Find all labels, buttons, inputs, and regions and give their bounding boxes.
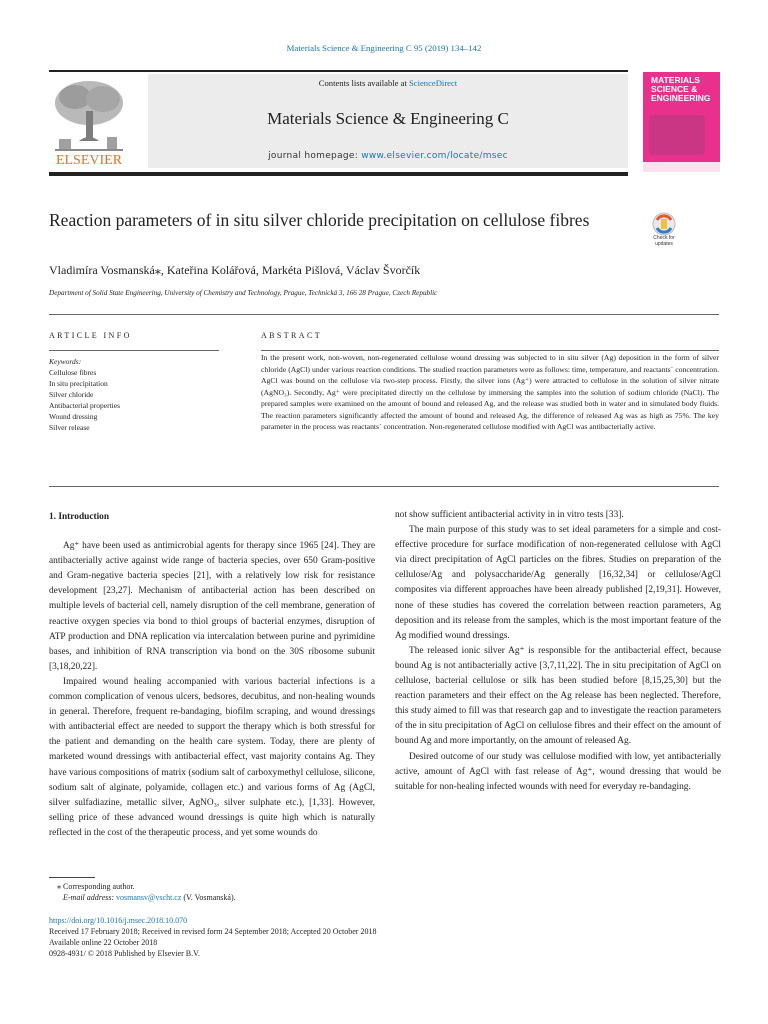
abstract-text: In the present work, non-woven, non-regenerated cellulose wound dressing was subjected to in situ silver (Ag) deposition in the form of silver chloride (AgCl) under various reaction conditions. The studied reaction parameters were as follows: time, temperature, and reactants´ concentration. AgCl was bound on the cellulose via two-step process. Firstly, the silver ions (Ag⁺) were attracted to cellulose in the solution of silver nitrate (AgNO₃). Secondly, Ag⁺ were precipitated directly on the cellulose by immersing the samples into the solution of sodium chloride (NaCl). The prepared samples were examined on the amount of bound and released Ag, and the release was studied both in water and in simulated body fluids. The reaction parameters significantly affected the amount of bound and released Ag, the difference of released Ag was as high as 75%. The key parameter in the process was reactants´ concentration. Non-regenerated cellulose modified with AgCl was antibacterially active. (261, 353, 719, 432)
keyword-item: Silver release (49, 423, 90, 432)
email-link[interactable]: vosmansv@vscht.cz (116, 893, 182, 902)
email-owner: (V. Vosmanská). (181, 893, 236, 902)
header-top-rule (49, 70, 628, 72)
homepage-prefix: journal homepage: (268, 151, 362, 161)
keywords-label: Keywords: (49, 357, 82, 366)
doi-link[interactable]: https://doi.org/10.1016/j.msec.2018.10.070 (49, 916, 188, 925)
keyword-item: Silver chloride (49, 390, 94, 399)
cover-graphic (649, 115, 705, 155)
body-paragraph: The main purpose of this study was to set ideal parameters for a simple and cost-effective procedure for surface modification of non-regenerated cellulose with AgCl via direct precipitation of AgCl particles on the fibres. Studies on preparation of the cellulose/Ag and polysaccharide/Ag generally [16,32,34] or cellulose/AgCl composites via different approaches have been already published [2,19,31]. However, none of these studies has covered the correlation between reaction parameters, Ag deposition and its release from the samples, which is the most important feature of the Ag modified wound dressings. (395, 525, 721, 641)
info-top-rule (49, 314, 719, 315)
cover-title: MATERIALS SCIENCE & ENGINEERING (651, 75, 711, 103)
elsevier-logo[interactable] (49, 75, 129, 170)
homepage-link[interactable]: www.elsevier.com/locate/msec (361, 151, 508, 161)
keyword-item: Wound dressing (49, 412, 98, 421)
journal-title: Materials Science & Engineering C (267, 109, 509, 128)
sciencedirect-link[interactable]: ScienceDirect (409, 78, 458, 88)
journal-homepage (148, 151, 628, 161)
article-info-rule (49, 350, 219, 351)
keywords-block (49, 356, 239, 433)
body-right-column (395, 508, 721, 795)
contents-prefix: Contents lists available at (318, 78, 409, 88)
body-paragraph: The released ionic silver Ag⁺ is responsible for the antibacterial effect, because bound Ag is not antibacterially active [3,7,11,22]. The in situ precipitation of AgCl on cellulose, bacterial cellulose or silk has been studied before [8,15,25,30] but the reaction parameters and their effect on the Ag release has been neglected. Therefore, this study aimed to fill was that research gap and to investigate the reaction parameters of the in situ precipitation of AgCl on cellulose fibres and their effect on the amount of bound Ag and more importantly, on the amount of released Ag. (395, 645, 721, 747)
keyword-item: In situ precipitation (49, 379, 108, 388)
body-left-column (49, 508, 375, 841)
abstract-heading: ABSTRACT (261, 331, 322, 340)
abstract-rule (261, 350, 719, 351)
article-title: Reaction parameters of in situ silver chloride precipitation on cellulose fibres (49, 210, 590, 230)
issn-copyright: 0928-4931/ © 2018 Published by Elsevier B.V. (49, 949, 200, 958)
contents-line (148, 78, 628, 88)
elsevier-tree-icon (49, 75, 129, 170)
footnote-rule (49, 877, 95, 878)
email-line (49, 892, 549, 903)
journal-cover-thumbnail[interactable] (643, 72, 720, 172)
keyword-item: Cellulose fibres (49, 368, 97, 377)
received-dates: Received 17 February 2018; Received in revised form 24 September 2018; Accepted 20 October 2018 (49, 927, 377, 936)
publication-info (49, 915, 649, 959)
section-heading-introduction: 1. Introduction (49, 512, 110, 522)
author-list: Vladimíra Vosmanská⁎, Kateřina Kolářová, Markéta Pišlová, Václav Švorčík (49, 263, 421, 277)
keyword-item: Antibacterial properties (49, 401, 121, 410)
email-label: E-mail address: (63, 893, 117, 902)
check-updates-label: Check for updates (653, 235, 675, 247)
corresponding-author-note: ⁎ Corresponding author. (57, 882, 135, 891)
body-paragraph: Ag⁺ have been used as antimicrobial agents for therapy since 1965 [24]. They are antibacterially active against wide range of bacteria species, over 650 Gram-positive and Gram-negative bacteria species [21], with a relatively low risk for resistance development [23,27]. Mechanism of antibacterial action has been described on multiple levels of bacterial cell, namely disruption of the cell membrane, generation of reactive oxygen species via bond to thiol groups of bacterial enzymes, disruption of ATP production and DNA replication via intercalation between purine and pyrimidine bases, and inhibition of RNA transcription via bond on the 30S ribosome subunit [3,18,20,22]. (49, 541, 375, 672)
body-paragraph: Desired outcome of our study was cellulose modified with low, yet antibacterially active, amount of AgCl with fast release of Ag⁺, wound dressing that would be suitable for non-healing infected wounds with need for everyday re-bandaging. (395, 751, 721, 792)
check-updates-icon (646, 212, 682, 236)
journal-reference[interactable]: Materials Science & Engineering C 95 (2019) 134–142 (286, 43, 482, 53)
affiliation: Department of Solid State Engineering, University of Chemistry and Technology, Prague, Technická 3, 166 28 Prague, Czech Republic (49, 289, 438, 297)
cover-footer-strip (643, 162, 720, 172)
header-bottom-rule (49, 172, 628, 176)
body-paragraph: Impaired wound healing accompanied with various bacterial infections is a common complication of venous ulcers, bedsores, decubitus, and non-healing wounds in general. Therefore, frequent re-bandaging, biofilm scraping, and wound dressings with antibacterial effect are needed to support the therapy which is both stressful for the patient and demanding on the health care system. Today, there are plenty of marketed wound dressings with antibacterial effect, vast majority contains Ag. They have various compositions of matrix (sodium salt of carboxymethyl cellulose, silicone, sodium salt of alginate, polyamide, collagen etc.) and various forms of Ag (AgCl, silver sulfadiazine, metallic silver, AgNO₃, silver sulphate etc.), [1,33]. However, selling price of these advanced wound dressings is quite high which is naturally reflected in the cost of the therapeutic process, and yet some wounds do (49, 676, 375, 838)
check-for-updates-badge[interactable] (646, 212, 682, 252)
available-online: Available online 22 October 2018 (49, 938, 158, 947)
abstract-bottom-rule (49, 486, 719, 487)
article-info-heading: ARTICLE INFO (49, 331, 132, 340)
body-paragraph: not show sufficient antibacterial activity in in vitro tests [33]. (395, 510, 624, 520)
footnotes (49, 881, 549, 903)
elsevier-wordmark: ELSEVIER (55, 153, 123, 168)
